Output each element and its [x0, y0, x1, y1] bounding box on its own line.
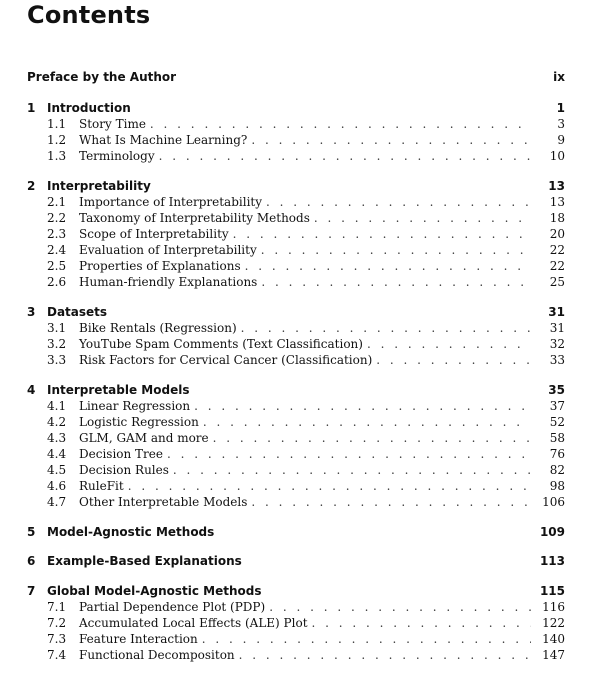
section-title: Story Time: [79, 116, 150, 132]
toc-section[interactable]: [27, 398, 565, 414]
chapter-6: [27, 553, 565, 569]
toc-section[interactable]: [27, 336, 565, 352]
toc-section[interactable]: [27, 647, 565, 663]
chapter-title: Interpretability: [47, 179, 151, 193]
section-page: 32: [549, 337, 565, 351]
section-number: 7.3: [47, 632, 67, 646]
chapter-number: 2: [27, 179, 36, 193]
toc-section[interactable]: [27, 148, 565, 164]
toc-section[interactable]: [27, 210, 565, 226]
toc-section[interactable]: [27, 414, 565, 430]
section-page: 58: [549, 431, 565, 445]
chapter-number: 7: [27, 584, 36, 598]
section-title: Linear Regression: [79, 398, 194, 414]
section-page: 140: [542, 632, 565, 646]
toc-section[interactable]: [27, 446, 565, 462]
chapter-7: [27, 583, 565, 663]
section-number: 7.1: [47, 600, 67, 614]
section-number: 3.2: [47, 337, 67, 351]
preface-label: Preface by the Author: [27, 70, 177, 84]
section-title: Human-friendly Explanations: [79, 274, 261, 290]
section-list: [27, 320, 565, 368]
section-list: [27, 398, 565, 510]
chapter-number: 5: [27, 525, 36, 539]
chapter-number: 1: [27, 101, 36, 115]
dot-leader: [266, 194, 531, 210]
section-title: Partial Dependence Plot (PDP): [79, 599, 269, 615]
section-number: 4.3: [47, 431, 67, 445]
page-title: Contents: [27, 1, 151, 29]
section-number: 3.3: [47, 353, 67, 367]
dot-leader: [159, 148, 531, 164]
toc-section[interactable]: [27, 462, 565, 478]
dot-leader: [239, 647, 531, 663]
section-page: 106: [542, 495, 565, 509]
section-page: 13: [549, 195, 565, 209]
section-page: 52: [549, 415, 565, 429]
section-page: 98: [549, 479, 565, 493]
chapter-3: [27, 304, 565, 368]
dot-leader: [367, 336, 531, 352]
section-title: Scope of Interpretability: [79, 226, 233, 242]
section-title: RuleFit: [79, 478, 128, 494]
toc-section[interactable]: [27, 242, 565, 258]
section-title: Properties of Explanations: [79, 258, 245, 274]
section-page: 37: [549, 399, 565, 413]
section-page: 25: [549, 275, 565, 289]
section-page: 122: [542, 616, 565, 630]
section-number: 4.6: [47, 479, 67, 493]
chapter-number: 3: [27, 305, 36, 319]
toc-section[interactable]: [27, 258, 565, 274]
dot-leader: [194, 398, 531, 414]
section-number: 1.2: [47, 133, 67, 147]
dot-leader: [202, 631, 531, 647]
chapter-page: 115: [539, 584, 565, 598]
chapter-title: Global Model-Agnostic Methods: [47, 584, 262, 598]
section-title: Accumulated Local Effects (ALE) Plot: [79, 615, 312, 631]
chapter-number: 4: [27, 383, 36, 397]
section-title: YouTube Spam Comments (Text Classification): [79, 336, 367, 352]
preface-entry[interactable]: [27, 70, 565, 88]
section-number: 1.3: [47, 149, 67, 163]
chapter-entry[interactable]: [27, 553, 565, 569]
section-title: What Is Machine Learning?: [79, 132, 251, 148]
section-page: 3: [557, 117, 565, 131]
toc-section[interactable]: [27, 494, 565, 510]
section-title: Evaluation of Interpretability: [79, 242, 261, 258]
chapter-entry[interactable]: [27, 524, 565, 540]
dot-leader: [261, 274, 531, 290]
section-title: Decision Tree: [79, 446, 167, 462]
dot-leader: [128, 478, 531, 494]
section-title: Importance of Interpretability: [79, 194, 266, 210]
section-list: [27, 599, 565, 663]
section-title: Feature Interaction: [79, 631, 202, 647]
dot-leader: [241, 320, 531, 336]
section-number: 4.5: [47, 463, 67, 477]
toc-section[interactable]: [27, 478, 565, 494]
dot-leader: [167, 446, 531, 462]
chapter-page: 13: [548, 179, 565, 193]
section-list: [27, 116, 565, 164]
chapter-page: 109: [539, 525, 565, 539]
dot-leader: [261, 242, 531, 258]
dot-leader: [233, 226, 531, 242]
dot-leader: [314, 210, 531, 226]
dot-leader: [245, 258, 531, 274]
chapter-2: [27, 178, 565, 290]
dot-leader: [251, 132, 531, 148]
dot-leader: [213, 430, 531, 446]
section-number: 3.1: [47, 321, 67, 335]
section-number: 2.1: [47, 195, 67, 209]
section-number: 2.6: [47, 275, 67, 289]
section-page: 147: [542, 648, 565, 662]
section-page: 18: [549, 211, 565, 225]
toc-section[interactable]: [27, 274, 565, 290]
chapter-title: Example-Based Explanations: [47, 554, 242, 568]
toc-section[interactable]: [27, 194, 565, 210]
toc-section[interactable]: [27, 631, 565, 647]
section-number: 4.7: [47, 495, 67, 509]
chapter-5: [27, 524, 565, 540]
toc-section[interactable]: [27, 132, 565, 148]
chapter-entry[interactable]: [27, 382, 565, 398]
section-page: 22: [549, 259, 565, 273]
section-list: [27, 194, 565, 290]
chapter-page: 1: [556, 101, 565, 115]
toc-section[interactable]: [27, 430, 565, 446]
chapter-title: Interpretable Models: [47, 383, 190, 397]
chapter-page: 31: [548, 305, 565, 319]
dot-leader: [173, 462, 531, 478]
toc-section[interactable]: [27, 116, 565, 132]
section-number: 1.1: [47, 117, 67, 131]
toc-section[interactable]: [27, 320, 565, 336]
dot-leader: [312, 615, 531, 631]
section-number: 2.5: [47, 259, 67, 273]
section-number: 2.4: [47, 243, 67, 257]
toc-section[interactable]: [27, 352, 565, 368]
chapter-page: 35: [548, 383, 565, 397]
section-title: Bike Rentals (Regression): [79, 320, 241, 336]
chapter-title: Datasets: [47, 305, 108, 319]
section-title: GLM, GAM and more: [79, 430, 213, 446]
toc-section[interactable]: [27, 615, 565, 631]
section-number: 2.3: [47, 227, 67, 241]
section-title: Risk Factors for Cervical Cancer (Classification): [79, 352, 376, 368]
dot-leader: [376, 352, 531, 368]
chapter-4: [27, 382, 565, 510]
section-page: 9: [557, 133, 565, 147]
chapter-entry[interactable]: [27, 178, 565, 194]
section-page: 10: [549, 149, 565, 163]
dot-leader: [269, 599, 531, 615]
section-title: Taxonomy of Interpretability Methods: [79, 210, 314, 226]
preface-page: ix: [553, 70, 565, 84]
chapter-entry[interactable]: [27, 304, 565, 320]
section-title: Decision Rules: [79, 462, 173, 478]
chapter-entry[interactable]: [27, 583, 565, 599]
section-number: 4.4: [47, 447, 67, 461]
section-page: 33: [549, 353, 565, 367]
section-number: 2.2: [47, 211, 67, 225]
dot-leader: [150, 116, 531, 132]
section-page: 31: [549, 321, 565, 335]
chapter-1: [27, 100, 565, 164]
section-page: 82: [549, 463, 565, 477]
section-title: Terminology: [79, 148, 159, 164]
section-title: Functional Decompositon: [79, 647, 239, 663]
toc-section[interactable]: [27, 226, 565, 242]
section-page: 20: [549, 227, 565, 241]
chapter-title: Introduction: [47, 101, 131, 115]
chapter-page: 113: [539, 554, 565, 568]
chapter-entry[interactable]: [27, 100, 565, 116]
dot-leader: [251, 494, 531, 510]
chapter-title: Model-Agnostic Methods: [47, 525, 215, 539]
section-number: 7.2: [47, 616, 67, 630]
section-number: 4.1: [47, 399, 67, 413]
section-page: 22: [549, 243, 565, 257]
toc-section[interactable]: [27, 599, 565, 615]
section-title: Logistic Regression: [79, 414, 203, 430]
section-title: Other Interpretable Models: [79, 494, 251, 510]
section-page: 116: [542, 600, 565, 614]
dot-leader: [203, 414, 531, 430]
chapter-number: 6: [27, 554, 36, 568]
section-page: 76: [549, 447, 565, 461]
section-number: 4.2: [47, 415, 67, 429]
section-number: 7.4: [47, 648, 67, 662]
